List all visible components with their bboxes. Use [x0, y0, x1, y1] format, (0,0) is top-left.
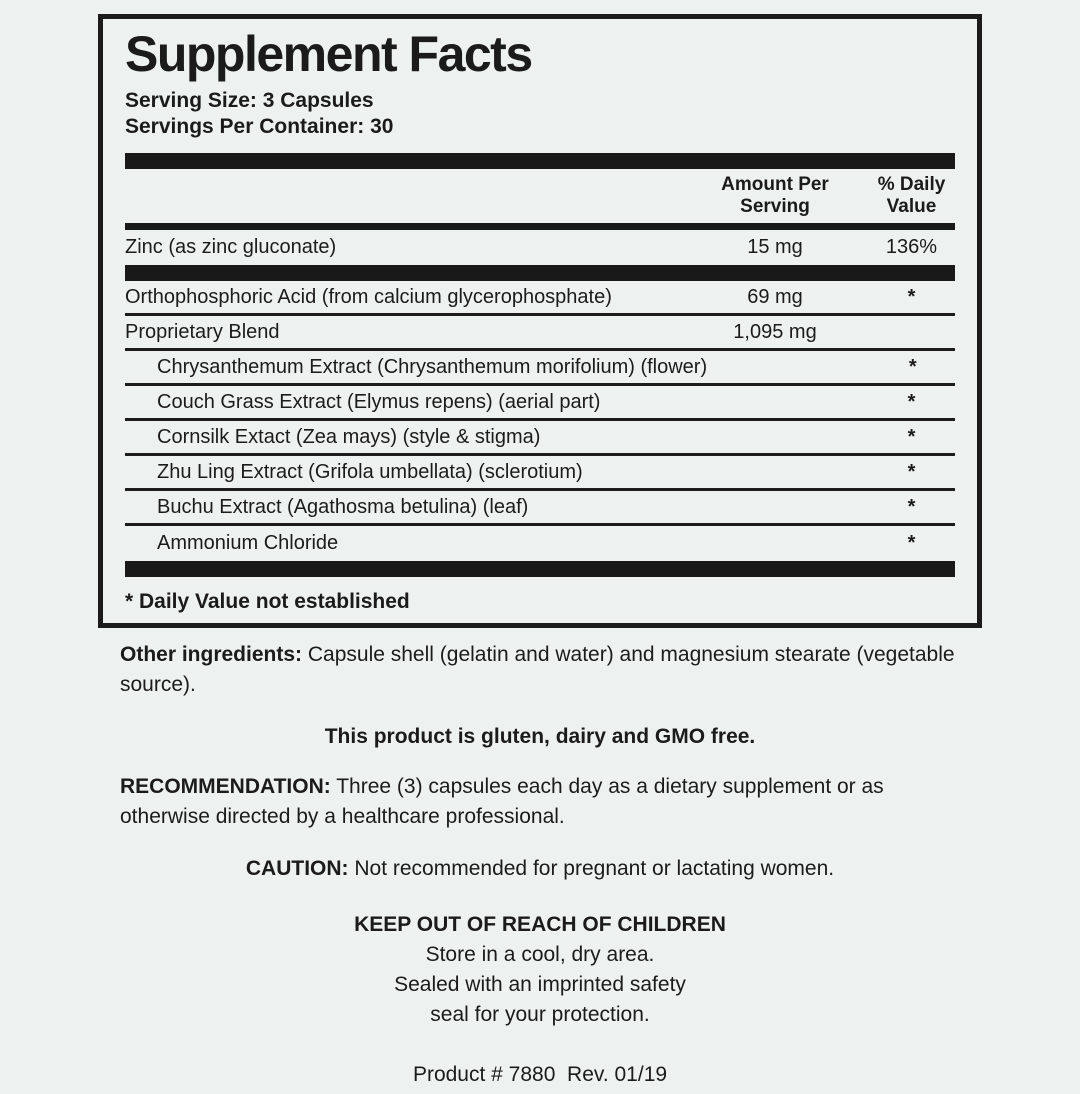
ingredient-name: Ammonium Chloride: [157, 532, 339, 554]
facts-table-header: [125, 174, 955, 218]
keep-out-warning: KEEP OUT OF REACH OF CHILDREN: [354, 913, 726, 936]
ingredient-row: [125, 456, 955, 491]
product-number: Product # 7880 Rev. 01/19: [412, 1063, 668, 1086]
ingredient-name: Zhu Ling Extract (Grifola umbellata) (sclerotium): [157, 460, 583, 483]
other-ingredients: [120, 640, 960, 700]
ingredient-row: [125, 421, 955, 456]
ingredient-daily-value: *: [907, 495, 916, 518]
daily-value-header: [850, 174, 955, 218]
ingredient-name: Chrysanthemum Extract (Chrysanthemum morifolium) (flower): [157, 355, 708, 378]
ingredient-name: Cornsilk Extact (Zea mays) (style & stigma): [157, 425, 541, 448]
divider-bar-medium: [125, 223, 955, 230]
caution: [120, 854, 960, 884]
label-info-section: [98, 640, 982, 1090]
divider-bar-thick: [125, 153, 955, 169]
ingredient-daily-value: *: [907, 532, 916, 554]
ingredient-name: Zinc (as zinc gluconate): [125, 236, 337, 258]
amount-per-serving-header: [700, 174, 850, 218]
ingredient-daily-value: *: [907, 425, 916, 448]
ingredient-daily-value: 136%: [885, 236, 938, 258]
header-spacer: [125, 174, 700, 218]
ingredient-amount: 69 mg: [747, 285, 803, 308]
gluten-free-statement: This product is gluten, dairy and GMO free.: [324, 725, 756, 748]
dv-header-line2: Value: [886, 196, 937, 217]
caution-text: Not recommended for pregnant or lactating women.: [348, 857, 835, 880]
ingredient-row: [125, 230, 955, 265]
ingredient-row: [125, 386, 955, 421]
ingredient-row: [125, 351, 955, 386]
other-ingredients-text: Capsule shell (gelatin and water) and magnesium stearate (vegetable source).: [120, 643, 955, 696]
ingredient-row: [125, 316, 955, 351]
recommendation-label: RECOMMENDATION:: [120, 775, 331, 798]
ingredient-daily-value: *: [908, 355, 917, 378]
other-ingredients-label: Other ingredients:: [120, 643, 303, 666]
seal-statement-line1: Sealed with an imprinted safety: [394, 973, 686, 996]
divider-bar-thick: [125, 265, 955, 281]
divider-bar-thick: [125, 561, 955, 577]
ingredient-daily-value: *: [907, 390, 916, 413]
recommendation: [120, 772, 960, 832]
amount-header-line2: Serving: [740, 196, 810, 217]
daily-value-footnote: * Daily Value not established: [125, 590, 410, 613]
caution-label: CAUTION:: [245, 857, 349, 880]
ingredient-name: Proprietary Blend: [125, 320, 280, 343]
facts-rows: [125, 230, 955, 577]
storage-instruction: Store in a cool, dry area.: [425, 943, 655, 966]
ingredient-name: Couch Grass Extract (Elymus repens) (aerial part): [157, 390, 601, 413]
seal-statement-line2: seal for your protection.: [430, 1003, 650, 1026]
ingredient-row: [125, 281, 955, 316]
ingredient-row: [125, 491, 955, 526]
ingredient-row: [125, 526, 955, 561]
supplement-label-page: [0, 14, 1080, 1094]
serving-size: Serving Size: 3 Capsules: [125, 89, 374, 112]
storage-block: [120, 910, 960, 1030]
recommendation-text: Three (3) capsules each day as a dietary supplement or as otherwise directed by a healthcare professional.: [120, 775, 884, 828]
ingredient-daily-value: *: [907, 460, 916, 483]
ingredient-amount: 15 mg: [747, 236, 803, 258]
ingredient-amount: 1,095 mg: [733, 320, 817, 343]
ingredient-name: Orthophosphoric Acid (from calcium glycerophosphate): [125, 285, 612, 308]
dv-header-line1: % Daily: [877, 174, 946, 195]
servings-per-container: Servings Per Container: 30: [125, 115, 394, 138]
supplement-facts-panel: [98, 14, 982, 628]
ingredient-daily-value: *: [907, 285, 916, 308]
ingredient-name: Buchu Extract (Agathosma betulina) (leaf): [157, 495, 529, 518]
panel-title: Supplement Facts: [125, 26, 532, 82]
amount-header-line1: Amount Per: [721, 174, 829, 195]
